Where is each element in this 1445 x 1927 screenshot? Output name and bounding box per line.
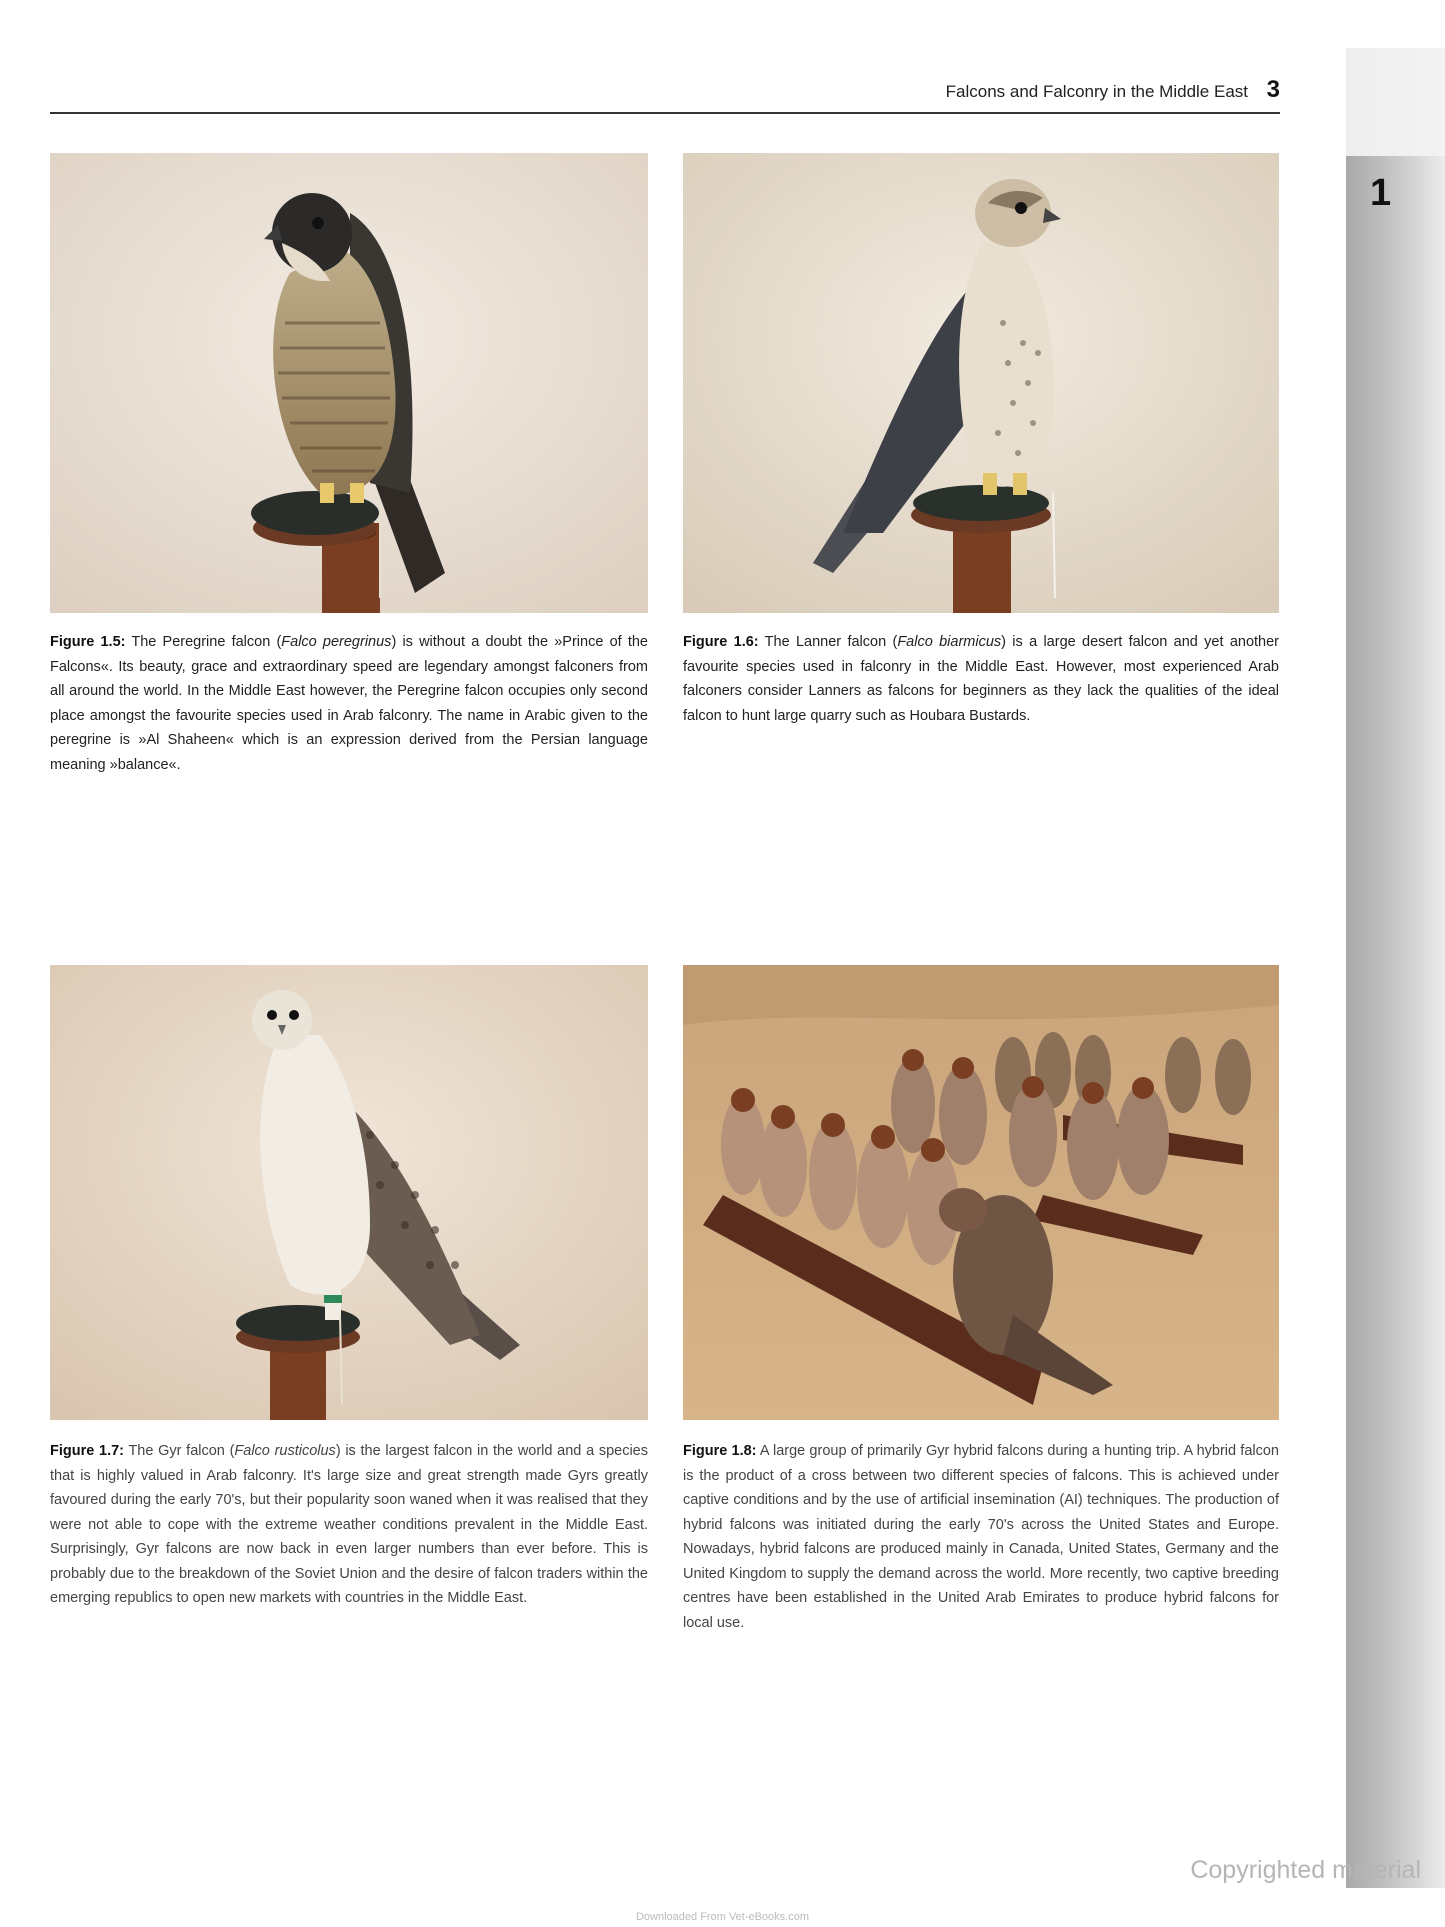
caption-text: ) is a large desert falcon and yet another favourite species used in falconry in the Middle East. However, most experienced Arab falconers consider Lanners as falcons for beginners as they lack the qualities of the ideal falcon to hunt large quarry such as Houbara Bustards. (683, 634, 1280, 724)
caption-text: ) is without a doubt the »Prince of the Falcons«. Its beauty, grace and extraordinary speed are legendary amongst falconers from all around the world. In the Middle East however, the Peregrine falcon occupies only second place amongst the favourite species used in Arab falconry. The name in Arabic given to the peregrine is »Al Shaheen« which is an expression derived from the Persian language meaning »balance«. (50, 634, 648, 773)
species-name: Falco rusticolus (234, 1443, 336, 1459)
figure-caption-1-8 (683, 1439, 1279, 1635)
chapter-number: 1 (1370, 172, 1392, 214)
running-header (50, 78, 1280, 114)
download-source-note: Downloaded From Vet-eBooks.com (635, 1911, 810, 1923)
figure-caption-1-7 (50, 1439, 648, 1611)
photo-gyr-falcon (50, 965, 648, 1420)
figure-label: Figure 1.7: (50, 1443, 124, 1459)
page-number: 3 (1266, 76, 1280, 103)
species-name: Falco peregrinus (281, 634, 392, 650)
caption-text: The Lanner falcon ( (758, 634, 898, 650)
running-header-title: Falcons and Falconry in the Middle East (945, 82, 1248, 101)
caption-text: A large group of primarily Gyr hybrid falcons during a hunting trip. A hybrid falcon is the product of a cross between two different species of falcons. This is achieved under captive conditions and by the use of artificial insemination (AI) techniques. The production of hybrid falcons was initiated during the early 70's across the United States and Europe. Nowadays, hybrid falcons are produced mainly in Canada, United States, Germany and the United Kingdom to supply the demand across the world. More recently, two captive breeding centres have been established in the United Arab Emirates to produce hybrid falcons for local use. (683, 1443, 1279, 1631)
copyright-watermark: Copyrighted material (1190, 1856, 1421, 1884)
figure-label: Figure 1.5: (50, 634, 126, 650)
photo-hybrid-falcons-group (683, 965, 1279, 1420)
chapter-tab (1346, 156, 1445, 1888)
photo-lanner-falcon (683, 153, 1279, 613)
photo-peregrine-falcon (50, 153, 648, 613)
figure-label: Figure 1.6: (683, 634, 759, 650)
caption-text: The Gyr falcon ( (124, 1443, 235, 1459)
caption-text: ) is the largest falcon in the world and a species that is highly valued in Arab falconry. It's large size and great strength made Gyrs greatly favoured during the early 70's, but their popularity soon waned when it was realised that they were not able to cope with the extreme weather conditions prevalent in the Middle East. Surprisingly, Gyr falcons are now back in even larger numbers than ever before. This is probably due to the breakdown of the Soviet Union and the desire of falcon traders within the emerging republics to open new markets with countries in the Middle East. (50, 1443, 648, 1606)
caption-text: The Peregrine falcon ( (125, 634, 282, 650)
figure-caption-1-6 (683, 630, 1279, 728)
species-name: Falco biarmicus (897, 634, 1002, 650)
figure-label: Figure 1.8: (683, 1443, 757, 1459)
figure-caption-1-5 (50, 630, 648, 777)
